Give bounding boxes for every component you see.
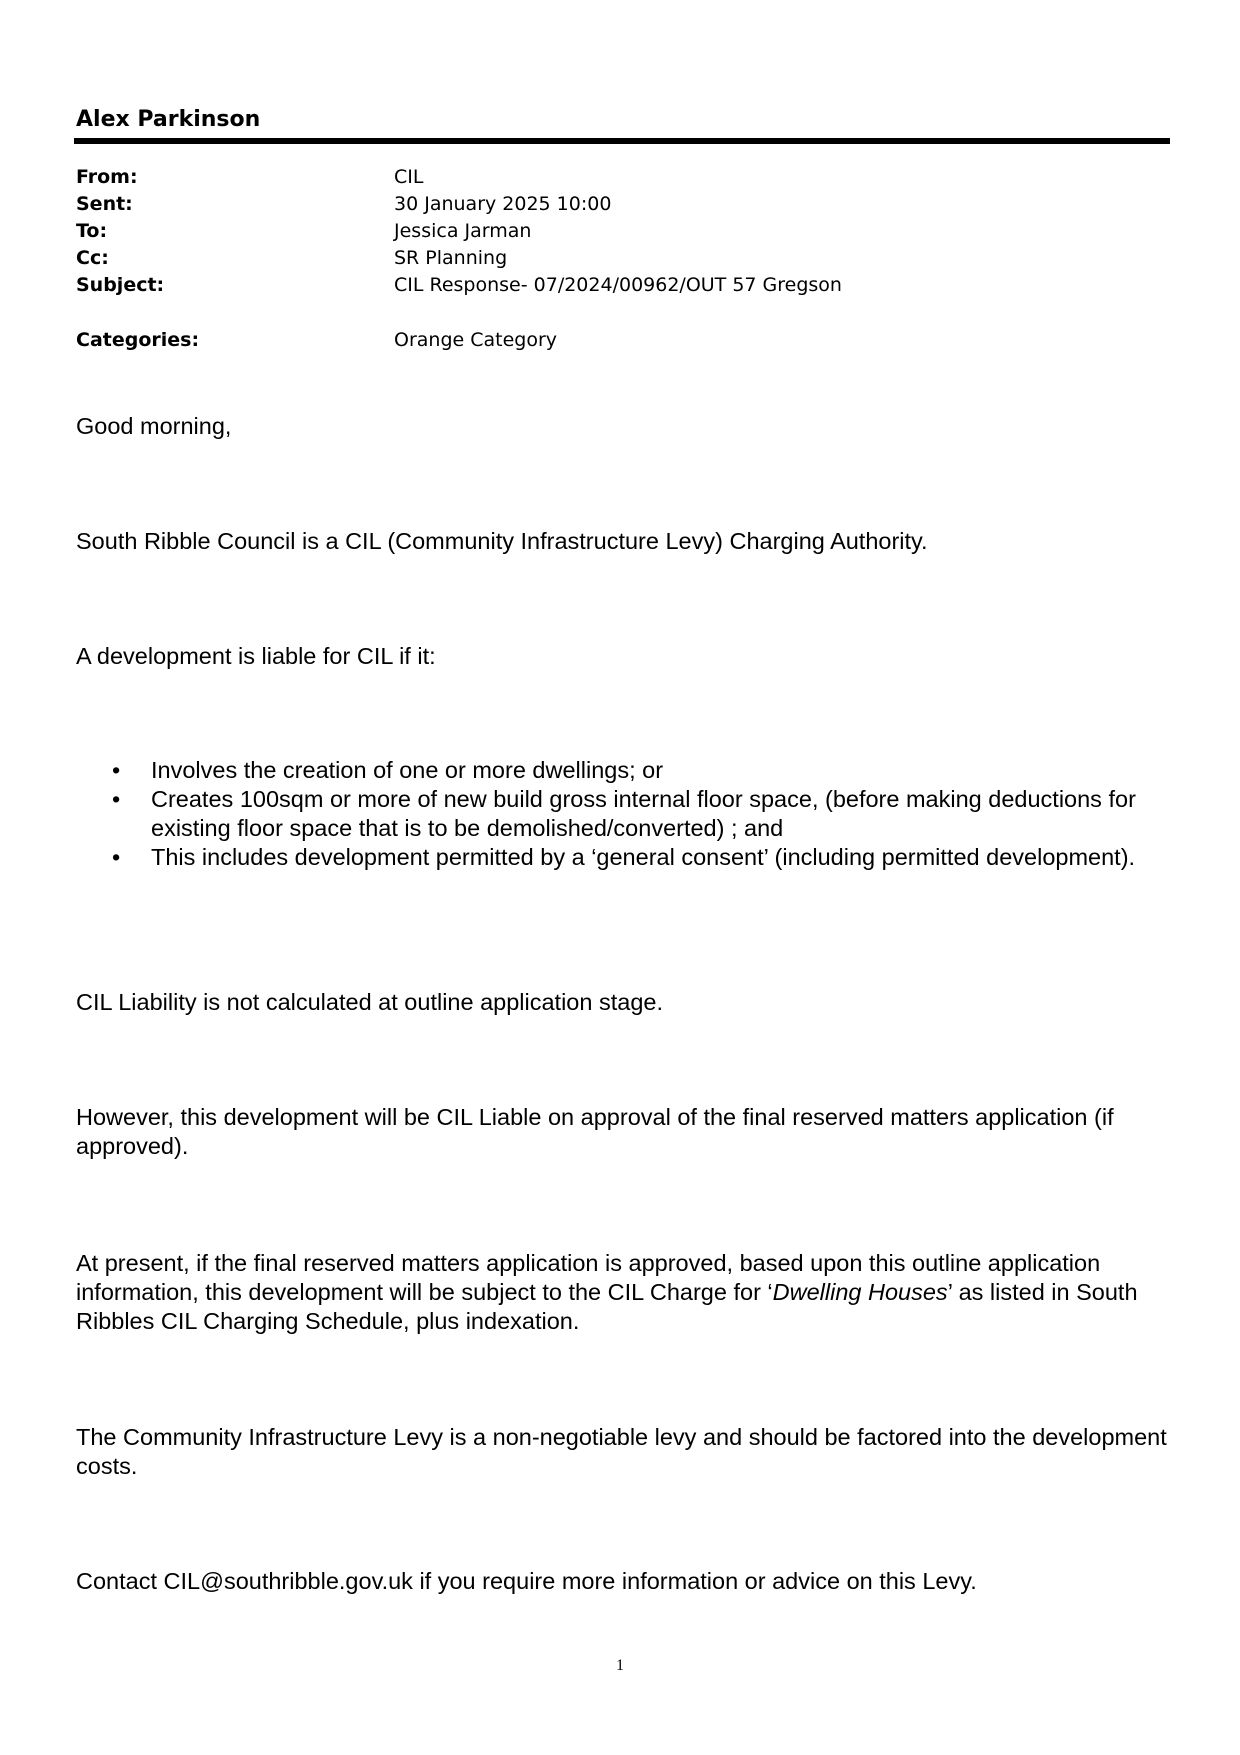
paragraph-non-negotiable: The Community Infrastructure Levy is a non-negotiable levy and should be factored into the development costs. (76, 1424, 1167, 1479)
subject-value: CIL Response- 07/2024/00962/OUT 57 Gregson (394, 274, 842, 296)
owner-name: Alex Parkinson (76, 107, 261, 132)
list-item-text: Involves the creation of one or more dwellings; or (151, 757, 664, 783)
to-label: To: (76, 220, 108, 242)
greeting: Good morning, (76, 413, 232, 439)
sent-value: 30 January 2025 10:00 (394, 193, 612, 215)
page-number: 1 (616, 1657, 624, 1674)
charge-text-after: ’ as listed in South Ribbles CIL Charging Schedule, plus indexation. (76, 1279, 1138, 1334)
categories-label: Categories: (76, 329, 200, 351)
paragraph-reserved-matters: However, this development will be CIL Liable on approval of the final reserved matters application (if approved). (76, 1104, 1114, 1159)
paragraph-contact: Contact CIL@southribble.gov.uk if you require more information or advice on this Levy. (76, 1568, 977, 1594)
charge-text-before: At present, if the final reserved matters application is approved, based upon this outline application information, this development will be subject to the CIL Charge for ‘ (76, 1250, 1101, 1305)
liability-criteria-list (76, 756, 1176, 872)
from-value: CIL (394, 166, 424, 188)
paragraph-outline-stage: CIL Liability is not calculated at outline application stage. (76, 989, 663, 1015)
paragraph-liable-intro: A development is liable for CIL if it: (76, 643, 436, 669)
sent-label: Sent: (76, 193, 133, 215)
list-item (76, 843, 1176, 872)
list-item (76, 785, 1176, 843)
subject-label: Subject: (76, 274, 165, 296)
cc-label: Cc: (76, 247, 109, 269)
bullet-icon: • (112, 844, 121, 870)
list-item (76, 756, 1176, 785)
list-item-text: Creates 100sqm or more of new build gross internal floor space, (before making deductions for existing floor space that is to be demolished/converted) ; and (151, 786, 1136, 841)
bullet-icon: • (112, 757, 121, 783)
from-label: From: (76, 166, 138, 188)
paragraph-charge-schedule (76, 1249, 1176, 1336)
header-rule (74, 138, 1170, 144)
dwelling-houses-term: Dwelling Houses (772, 1279, 948, 1305)
cc-value: SR Planning (394, 247, 508, 269)
categories-value: Orange Category (394, 329, 558, 351)
to-value: Jessica Jarman (394, 220, 532, 242)
paragraph-authority: South Ribble Council is a CIL (Community Infrastructure Levy) Charging Authority. (76, 528, 928, 554)
bullet-icon: • (112, 786, 121, 812)
list-item-text: This includes development permitted by a ‘general consent’ (including permitted development). (151, 844, 1136, 870)
